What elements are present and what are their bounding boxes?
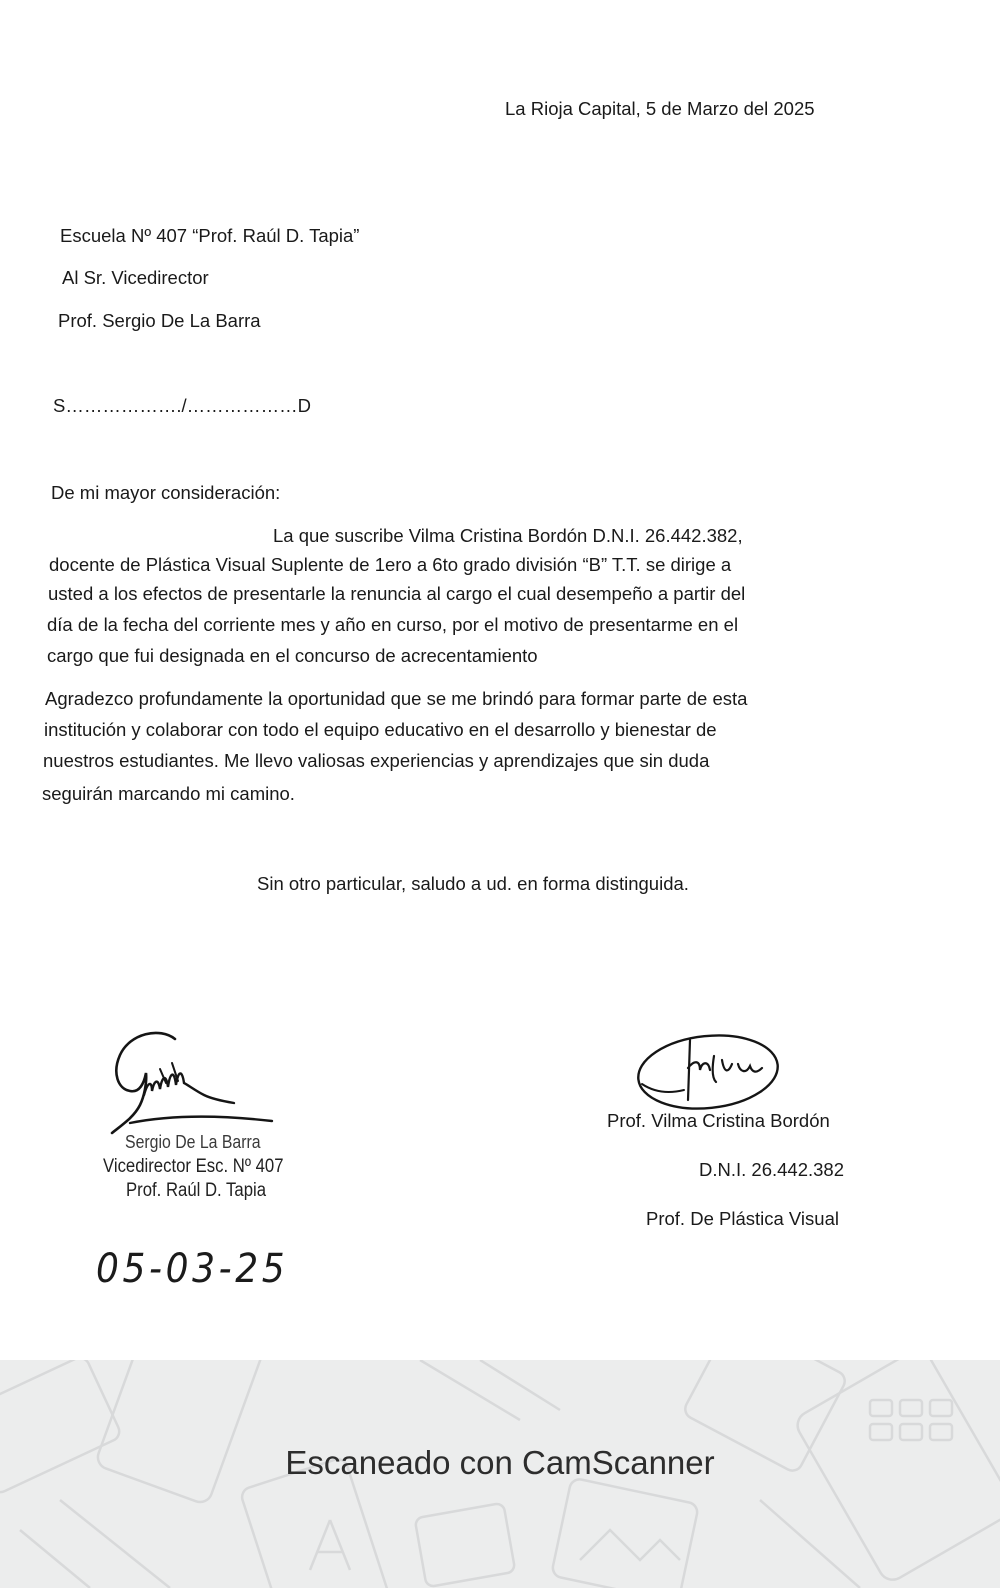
handwritten-date: 05-03-25 xyxy=(96,1246,289,1292)
camscanner-label: Escaneado con CamScanner xyxy=(285,1444,715,1481)
paragraph-line: día de la fecha del corriente mes y año en curso, por el motivo de presentarme en el xyxy=(47,614,739,635)
paragraph-line: cargo que fui designada en el concurso de acrecentamiento xyxy=(47,645,538,666)
vicedirector-signature xyxy=(100,1025,300,1145)
stamp-role: Vicedirector Esc. Nº 407 xyxy=(103,1156,284,1177)
camscanner-footer xyxy=(0,1360,1000,1588)
stamp-school: Prof. Raúl D. Tapia xyxy=(126,1180,267,1201)
place-date: La Rioja Capital, 5 de Marzo del 2025 xyxy=(505,98,815,119)
stamp-name: Sergio De La Barra xyxy=(125,1132,261,1152)
signatory-name: Prof. Vilma Cristina Bordón xyxy=(607,1110,830,1131)
recipient-addressee: Al Sr. Vicedirector xyxy=(62,267,209,288)
paragraph-line: Agradezco profundamente la oportunidad que se me brindó para formar parte de esta xyxy=(45,688,748,709)
paragraph-line: usted a los efectos de presentarle la renuncia al cargo el cual desempeño a partir del xyxy=(48,583,746,604)
paragraph-line: nuestros estudiantes. Me llevo valiosas experiencias y aprendizajes que sin duda xyxy=(43,750,710,771)
recipient-school: Escuela Nº 407 “Prof. Raúl D. Tapia” xyxy=(60,225,360,246)
greeting: De mi mayor consideración: xyxy=(51,482,281,503)
closing-line: Sin otro particular, saludo a ud. en forma distinguida. xyxy=(257,873,689,894)
paragraph-line: seguirán marcando mi camino. xyxy=(42,783,295,804)
paragraph-line: La que suscribe Vilma Cristina Bordón D.N.I. 26.442.382, xyxy=(273,525,743,546)
recipient-name: Prof. Sergio De La Barra xyxy=(58,310,261,331)
teacher-signature xyxy=(628,1020,798,1120)
signatory-dni: D.N.I. 26.442.382 xyxy=(699,1159,845,1180)
paragraph-line: docente de Plástica Visual Suplente de 1ero a 6to grado división “B” T.T. se dirige a xyxy=(49,554,732,575)
paragraph-line: institución y colaborar con todo el equipo educativo en el desarrollo y bienestar de xyxy=(44,719,717,740)
signatory-role: Prof. De Plástica Visual xyxy=(646,1208,839,1229)
sd-line: S………………./………………D xyxy=(53,395,311,416)
